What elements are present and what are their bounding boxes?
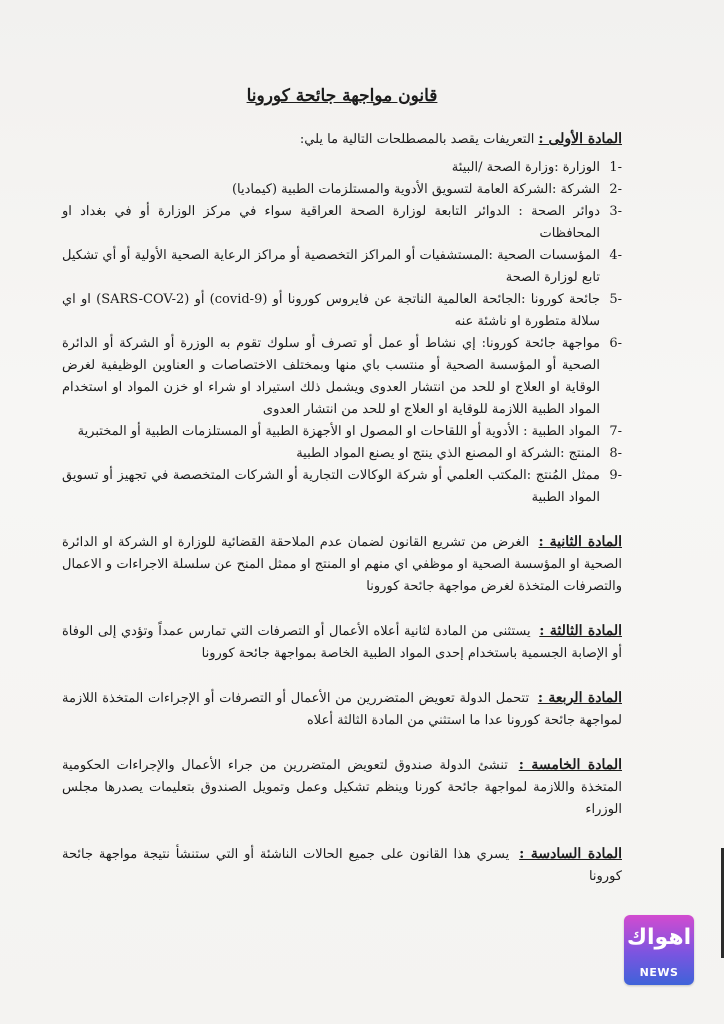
article-1 [62,128,622,509]
article-2-text: الغرض من تشريع القانون لضمان عدم الملاحقة القضائية للوزارة او الشركة او الدائرة الصحية او المؤسسة الصحية او موظفي اي منهم او المنتج او ممثل المنح عن سلسلة الاجراءات و الاعمال والتصرفات المتخذة لغرض مواجهة جائحة كورونا [62,535,622,594]
list-item: -1 الوزارة :وزارة الصحة /البيئة [451,160,622,175]
article-5-text: تنشئ الدولة صندوق لتعويض المتضررين من جراء الأعمال والإجراءات الحكومية المتخذة واللازمة لمواجهة جائحة كورنا وينظم تشكيل وعمل وتمويل الصندوق بتعليمات يصدرها مجلس الوزراء [62,758,622,817]
article-6-text: يسري هذا القانون على جميع الحالات الناشئة أو التي ستنشأ نتيجة مواجهة جائحة كورونا [62,847,622,884]
news-logo [624,915,694,985]
list-item: -3 دوائر الصحة : الدوائر التابعة لوزارة الصحة العراقية سواء في مركز الوزارة أو في بغداد او المحافظات [62,204,622,241]
list-item: -8 المنتج :الشركة او المصنع الذي ينتج او يصنع المواد الطبية [296,446,622,461]
article-1-intro: التعريفات يقصد بالمصطلحات التالية ما يلي: [299,132,535,147]
article-6-label: المادة السادسة : [519,846,622,862]
article-3-label: المادة الثالثة : [539,623,622,639]
document-body [62,86,622,898]
article-5-label: المادة الخامسة : [518,757,623,773]
list-item: -2 الشركة :الشركة العامة لتسويق الأدوية والمستلزمات الطبية (كيماديا) [231,182,622,197]
article-4-label: المادة الربعة : [537,690,622,706]
list-item: -6 مواجهة جائحة كورونا: إي نشاط أو عمل أو تصرف أو سلوك تقوم به الوزرة أو الشركة أو الدائرة الصحية أو المؤسسة الصحية أو منتسب باي منها وبمختلف الاختصاصات و العناوين الوظيفية لغرض الوقاية او العلاج او للحد من انتشار العدوى ويشمل ذلك استيراد او شراء او خزن المواد او استخدام المواد الطبية اللازمة للوقاية او العلاج او للحد من انتشار العدوى [62,336,622,417]
article-2-label: المادة الثانية : [538,534,622,550]
article-3-text: يستثنى من المادة لثانية أعلاه الأعمال أو التصرفات التي تمارس عمداً وتؤدي إلى الوفاة أو الإصابة الجسمية باستخدام إحدى المواد الطبية الخاصة بمواجهة جائحة كورونا [62,624,622,661]
list-item: -5 جائحة كورونا :الجائحة العالمية الناتجة عن فايروس كورونا أو (covid-9) أو (SARS-COV-2) او اي سلالة متطورة او ناشئة عنه [62,292,622,329]
article-3 [62,620,622,665]
article-6 [62,843,622,888]
list-item: -9 ممثل المُنتج :المكتب العلمي أو شركة الوكالات التجارية أو الشركات المتخصصة في تجهيز أو تسويق المواد الطبية [62,468,622,505]
logo-brand: اهواك [626,925,692,950]
article-1-label: المادة الأولى : [538,131,622,147]
article-4 [62,687,622,732]
list-item: -7 المواد الطبية : الأدوية أو اللقاحات او المصول او الأجهزة الطبية أو المستلزمات الطبية أو المختبرية [77,424,622,439]
article-2 [62,531,622,598]
definitions-list [62,157,622,509]
article-4-text: تتحمل الدولة تعويض المتضررين من الأعمال أو التصرفات أو الإجراءات المتخذة اللازمة لمواجهة جائحة كورونا عدا ما استثني من المادة الثالثة أعلاه [62,691,622,728]
logo-news-label: NEWS [639,966,679,979]
list-item: -4 المؤسسات الصحية :المستشفيات أو المراكز التخصصية أو مراكز الرعاية الصحية الأولية أو أي تشكيل تابع لوزارة الصحة [62,248,622,285]
article-5 [62,754,622,821]
document-title: قانون مواجهة جائحة كورونا [246,86,438,106]
